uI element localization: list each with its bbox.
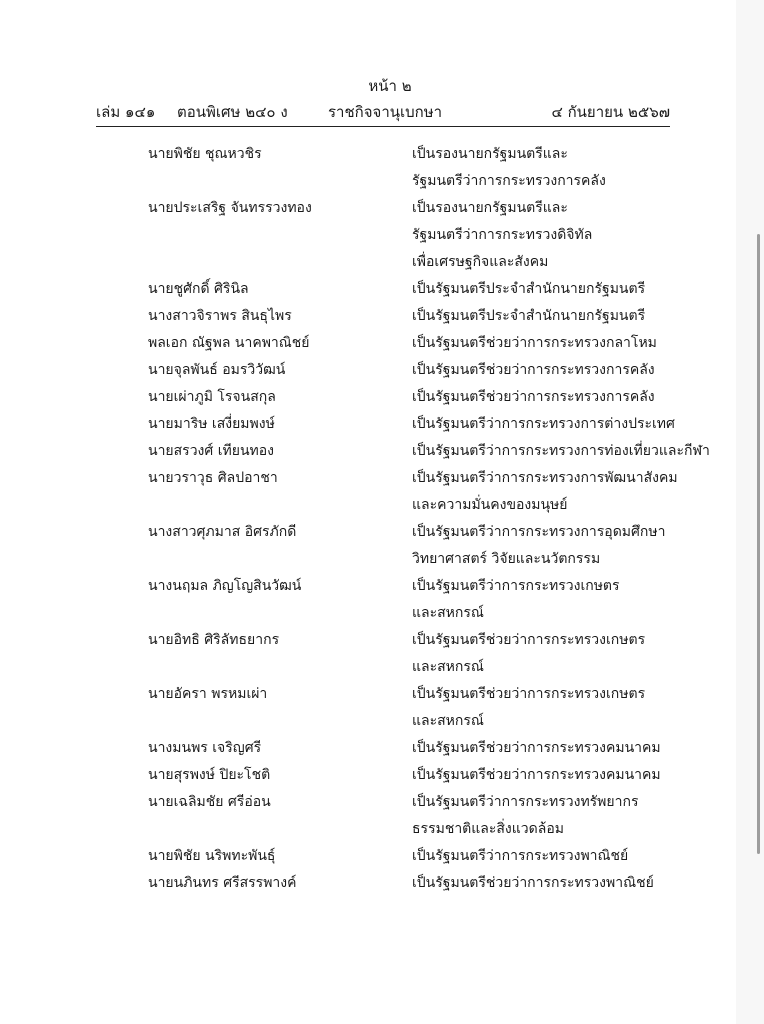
section-number: ตอนพิเศษ ๒๔๐ ง (177, 103, 288, 121)
position-line: รัฐมนตรีว่าการกระทรวงดิจิทัล (412, 227, 593, 243)
minister-name: นายสุรพงษ์ ปิยะโชติ (148, 767, 271, 783)
minister-name: นายประเสริฐ จันทรรวงทอง (148, 200, 312, 216)
position-line: เป็นรัฐมนตรีช่วยว่าการกระทรวงพาณิชย์ (412, 875, 654, 891)
position-line: และสหกรณ์ (412, 659, 484, 675)
position-line: เป็นรัฐมนตรีว่าการกระทรวงการพัฒนาสังคม (412, 470, 678, 486)
position-line: และความมั่นคงของมนุษย์ (412, 497, 568, 513)
position-line: เป็นรัฐมนตรีช่วยว่าการกระทรวงการคลัง (412, 362, 655, 378)
minister-position (412, 522, 665, 576)
position-line: เป็นรัฐมนตรีว่าการกระทรวงการต่างประเทศ (412, 416, 675, 432)
minister-position (412, 684, 645, 738)
minister-position (412, 738, 661, 765)
minister-name: นายเผ่าภูมิ โรจนสกุล (148, 389, 276, 405)
minister-name: นางสาวศุภมาส อิศรภักดี (148, 524, 297, 540)
position-line: เพื่อเศรษฐกิจและสังคม (412, 254, 549, 270)
minister-name: นายพิชัย ชุณหวชิร (148, 146, 262, 162)
minister-name: นายสรวงศ์ เทียนทอง (148, 443, 274, 459)
minister-name: พลเอก ณัฐพล นาคพาณิชย์ (148, 335, 310, 351)
minister-position (412, 360, 655, 387)
position-line: เป็นรัฐมนตรีว่าการกระทรวงพาณิชย์ (412, 848, 629, 864)
minister-name: นางสาวจิราพร สินธุไพร (148, 308, 292, 324)
minister-name: นายพิชัย นริพทะพันธุ์ (148, 848, 276, 864)
position-line: เป็นรัฐมนตรีช่วยว่าการกระทรวงการคลัง (412, 389, 655, 405)
minister-name: นางนฤมล ภิญโญสินวัฒน์ (148, 578, 302, 594)
position-line: วิทยาศาสตร์ วิจัยและนวัตกรรม (412, 551, 601, 567)
volume-number: เล่ม ๑๔๑ (96, 103, 156, 121)
minister-position (412, 198, 592, 279)
minister-name: นายจุลพันธ์ อมรวิวัฒน์ (148, 362, 286, 378)
minister-position (412, 792, 638, 846)
minister-position (412, 873, 654, 900)
position-line: เป็นรัฐมนตรีว่าการกระทรวงเกษตร (412, 578, 620, 594)
header-divider (96, 126, 670, 127)
minister-name: นายวราวุธ ศิลปอาชา (148, 470, 278, 486)
minister-name: นายนภินทร ศรีสรรพางค์ (148, 875, 297, 891)
minister-position (412, 144, 606, 198)
vertical-scrollbar[interactable] (757, 234, 760, 854)
minister-name: นายอิทธิ ศิริลัทธยากร (148, 632, 280, 648)
minister-position (412, 765, 661, 792)
viewer-margin (736, 0, 764, 1024)
publication-title: ราชกิจจานุเบกษา (328, 103, 443, 121)
position-line: เป็นรัฐมนตรีช่วยว่าการกระทรวงกลาโหม (412, 335, 657, 351)
page-number: หน้า ๒ (368, 77, 412, 95)
minister-name: นางมนพร เจริญศรี (148, 740, 262, 756)
position-line: ธรรมชาติและสิ่งแวดล้อม (412, 821, 564, 837)
minister-position (412, 387, 655, 414)
position-line: เป็นรัฐมนตรีประจำสำนักนายกรัฐมนตรี (412, 308, 646, 324)
position-line: เป็นรัฐมนตรีช่วยว่าการกระทรวงเกษตร (412, 632, 646, 648)
position-line: รัฐมนตรีว่าการกระทรวงการคลัง (412, 173, 606, 189)
position-line: เป็นรัฐมนตรีประจำสำนักนายกรัฐมนตรี (412, 281, 646, 297)
position-line: เป็นรัฐมนตรีช่วยว่าการกระทรวงเกษตร (412, 686, 646, 702)
minister-name: นายมาริษ เสงี่ยมพงษ์ (148, 416, 275, 432)
position-line: และสหกรณ์ (412, 605, 484, 621)
minister-position (412, 576, 620, 630)
position-line: เป็นรองนายกรัฐมนตรีและ (412, 200, 568, 216)
position-line: เป็นรองนายกรัฐมนตรีและ (412, 146, 568, 162)
minister-position (412, 333, 657, 360)
minister-name: นายอัครา พรหมเผ่า (148, 686, 268, 702)
minister-position (412, 306, 645, 333)
position-line: เป็นรัฐมนตรีว่าการกระทรวงทรัพยากร (412, 794, 639, 810)
minister-position (412, 279, 645, 306)
position-line: เป็นรัฐมนตรีช่วยว่าการกระทรวงคมนาคม (412, 740, 661, 756)
minister-position (412, 441, 710, 468)
minister-position (412, 630, 645, 684)
minister-name: นายชูศักดิ์ ศิรินิล (148, 281, 249, 297)
document-header (96, 100, 670, 122)
minister-position (412, 468, 678, 522)
minister-position (412, 846, 628, 873)
minister-position (412, 414, 675, 441)
position-line: เป็นรัฐมนตรีช่วยว่าการกระทรวงคมนาคม (412, 767, 661, 783)
publication-date: ๔ กันยายน ๒๕๖๗ (551, 103, 670, 121)
position-line: เป็นรัฐมนตรีว่าการกระทรวงการท่องเที่ยวและกีฬา (412, 443, 710, 459)
position-line: และสหกรณ์ (412, 713, 484, 729)
minister-name: นายเฉลิมชัย ศรีอ่อน (148, 794, 271, 810)
position-line: เป็นรัฐมนตรีว่าการกระทรวงการอุดมศึกษา (412, 524, 666, 540)
